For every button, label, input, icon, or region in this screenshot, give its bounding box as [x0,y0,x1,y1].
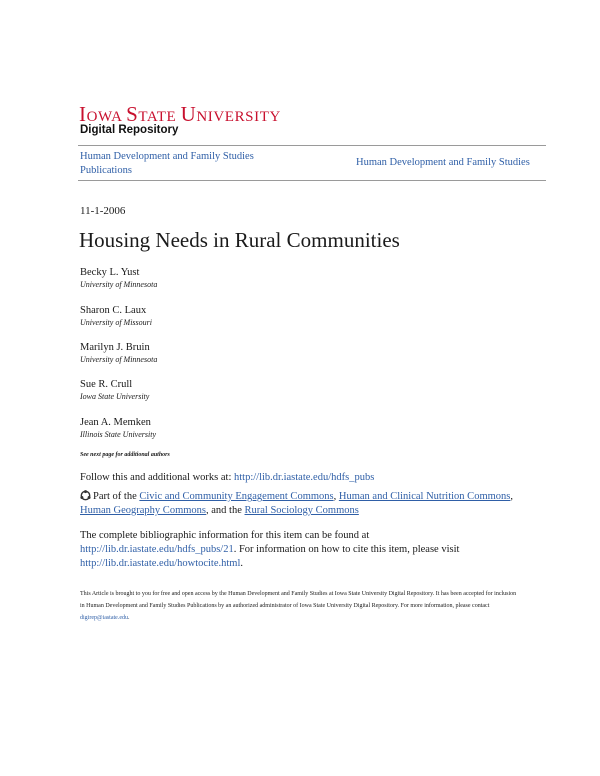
commons-link-geography[interactable]: Human Geography Commons [80,505,206,516]
commons-link-civic[interactable]: Civic and Community Engagement Commons [139,491,334,502]
commons-link-rural-sociology[interactable]: Rural Sociology Commons [244,505,359,516]
author-institution: Illinois State University [80,430,156,439]
logo-small-caps: NIVERSITY [196,109,281,125]
bibliographic-info [80,529,520,571]
bib-text: . [240,558,244,569]
author-name: Marilyn J. Bruin [80,342,150,353]
author-institution: University of Minnesota [80,355,158,364]
separator: , [333,491,339,502]
author-name: Becky L. Yust [80,267,140,278]
author-name: Sharon C. Laux [80,305,147,316]
howtocite-link[interactable]: http://lib.dr.iastate.edu/howtocite.html [80,558,241,569]
bib-text: . For information on how to cite this item, please visit [233,544,460,555]
footer-text: This Article is brought to you for free and open access by the Human Development and Family Studies at Iowa State University Digital Repository. It has been accepted for inclusion in Human Development and Family Studies Publications by an authorized administrator of Iowa State University Digital Repository. For more information, please contact [80,591,517,609]
commons-link-nutrition[interactable]: Human and Clinical Nutrition Commons [338,491,511,502]
header-divider-top [78,145,546,146]
see-next-page-note: See next page for additional authors [80,452,170,458]
author-institution: University of Missouri [80,318,152,327]
follow-prefix: Follow this and additional works at: [80,472,234,483]
author-entry [80,266,157,290]
collection-url-link[interactable]: http://lib.dr.iastate.edu/hdfs_pubs [234,472,375,483]
part-of-prefix: Part of the [93,491,140,502]
bib-text: The complete bibliographic information for this item can be found at [80,530,370,541]
author-name: Jean A. Memken [80,417,151,428]
logo-small-caps: OWA [86,109,127,125]
publication-date: 11-1-2006 [80,205,126,217]
author-entry [80,378,149,402]
logo-small-caps: TATE [138,109,181,125]
author-institution: University of Minnesota [80,280,158,289]
article-title: Housing Needs in Rural Communities [79,228,400,252]
network-commons-icon [80,490,91,501]
separator: , and the [206,505,245,516]
item-url-link[interactable]: http://lib.dr.iastate.edu/hdfs_pubs/21 [80,544,234,555]
footer-end: . [128,615,130,621]
separator: , [510,491,513,502]
author-entry [80,416,156,440]
header-divider-bottom [78,180,546,181]
author-entry [80,304,152,328]
part-of-line [80,490,520,518]
repository-subtitle: Digital Repository [80,124,179,136]
logo-letter: S [126,102,139,126]
footer-notice [80,588,520,624]
author-entry [80,341,157,365]
logo-letter: I [79,102,87,126]
contact-email-link[interactable]: digirep@iastate.edu [80,615,129,621]
author-institution: Iowa State University [80,392,150,401]
follow-line [80,472,374,483]
series-link[interactable]: Human Development and Family Studies Publications [80,151,254,176]
logo-letter: U [180,102,197,126]
department-link[interactable]: Human Development and Family Studies [356,157,530,168]
author-name: Sue R. Crull [80,379,133,390]
